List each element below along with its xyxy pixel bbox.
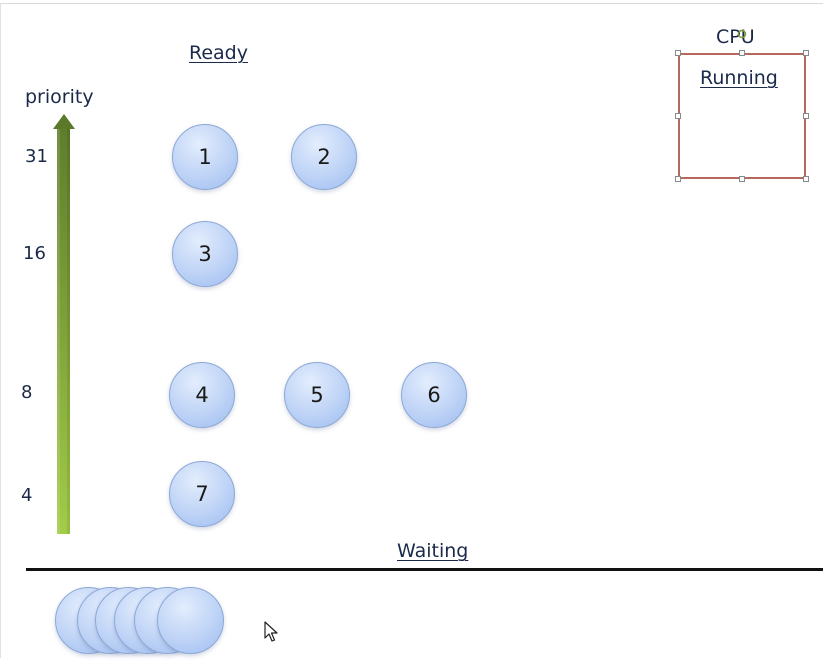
ready-heading: Ready <box>189 42 248 64</box>
resize-handle-right[interactable] <box>803 113 809 119</box>
priority-arrow-head-icon <box>53 114 75 129</box>
resize-handle-bottom-left[interactable] <box>675 176 681 182</box>
cpu-heading: CPU <box>716 26 755 48</box>
process-6[interactable]: 6 <box>401 362 467 428</box>
waiting-divider-line <box>26 568 823 571</box>
rotate-handle-icon[interactable] <box>737 29 747 39</box>
priority-tick-16: 16 <box>23 243 46 264</box>
priority-tick-4: 4 <box>21 485 33 506</box>
resize-handle-top-right[interactable] <box>803 50 809 56</box>
process-3[interactable]: 3 <box>172 221 238 287</box>
resize-handle-top-left[interactable] <box>675 50 681 56</box>
process-1[interactable]: 1 <box>172 124 238 190</box>
priority-arrow-shaft <box>57 128 70 534</box>
priority-tick-31: 31 <box>25 146 48 167</box>
process-2[interactable]: 2 <box>291 124 357 190</box>
running-label: Running <box>700 67 778 89</box>
resize-handle-left[interactable] <box>675 113 681 119</box>
process-4[interactable]: 4 <box>169 362 235 428</box>
resize-handle-bottom[interactable] <box>739 176 745 182</box>
mouse-cursor-icon <box>264 621 278 643</box>
priority-tick-8: 8 <box>21 382 33 403</box>
priority-axis-label: priority <box>25 86 94 108</box>
frame-top-border <box>0 3 823 4</box>
resize-handle-bottom-right[interactable] <box>803 176 809 182</box>
process-5[interactable]: 5 <box>284 362 350 428</box>
waiting-process-6[interactable] <box>157 587 224 654</box>
process-7[interactable]: 7 <box>169 461 235 527</box>
frame-left-border <box>0 3 1 658</box>
resize-handle-top[interactable] <box>739 50 745 56</box>
waiting-heading: Waiting <box>397 540 469 562</box>
